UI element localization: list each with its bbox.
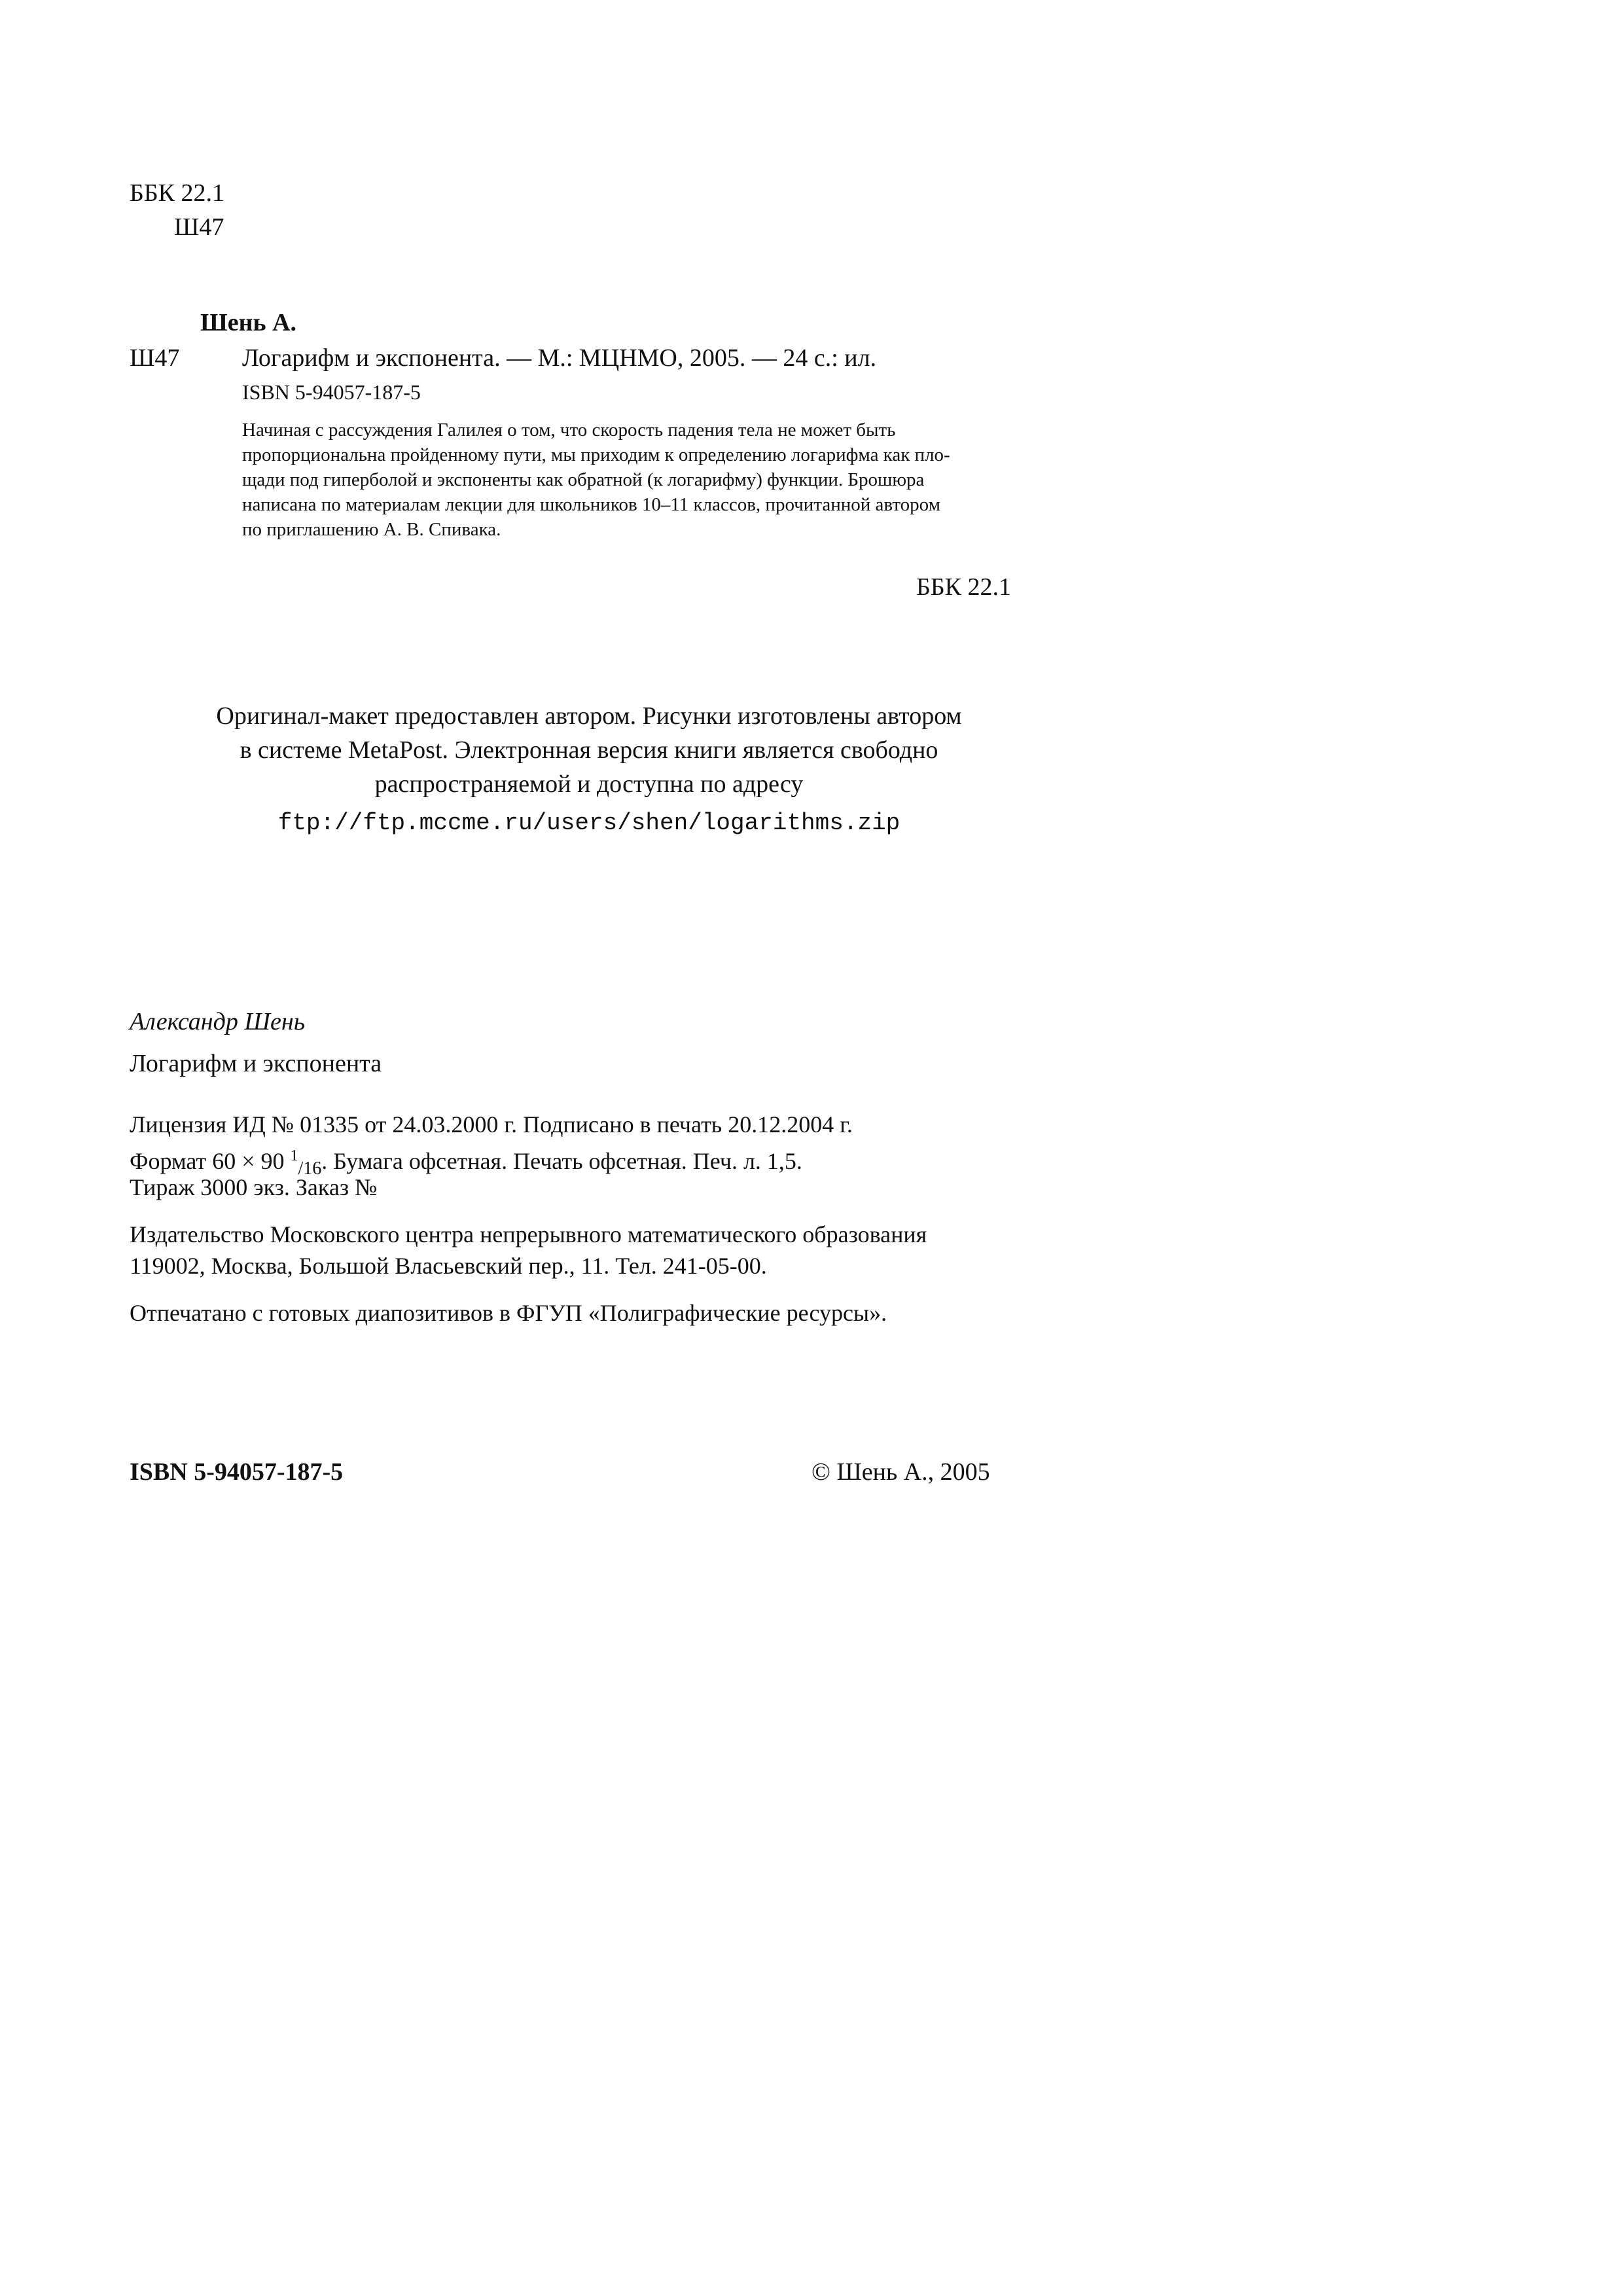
layout-notice — [131, 699, 1047, 840]
footer-isbn: ISBN 5-94057-187-5 — [130, 1458, 344, 1486]
copyright-notice: © Шень А., 2005 — [812, 1458, 990, 1486]
format-suffix: . Бумага офсетная. Печать офсетная. Печ. л. 1,5. — [321, 1148, 802, 1174]
download-url[interactable]: ftp://ftp.mccme.ru/users/shen/logarithms.zip — [277, 810, 901, 836]
notice-line: Оригинал-макет предоставлен автором. Рисунки изготовлены автором — [216, 702, 962, 730]
catalog-title-line: Логарифм и экспонента. — М.: МЦНМО, 2005. — 24 с.: ил. — [242, 344, 877, 372]
format-fraction-numerator: 1 — [290, 1147, 298, 1164]
abstract-line: по приглашению А. В. Спивака. — [242, 519, 501, 540]
printed-at-line: Отпечатано с готовых диапозитивов в ФГУП «Полиграфические ресурсы». — [130, 1300, 887, 1326]
license-line: Лицензия ИД № 01335 от 24.03.2000 г. Подписано в печать 20.12.2004 г. — [130, 1111, 853, 1138]
abstract-line: Начиная с рассуждения Галилея о том, что скорость падения тела не может быть — [242, 420, 896, 440]
print-run-line: Тираж 3000 экз. Заказ № — [130, 1174, 378, 1200]
format-fraction-denominator: /16 — [298, 1158, 322, 1179]
publisher-address: 119002, Москва, Большой Власьевский пер., 11. Тел. 241-05-00. — [130, 1253, 767, 1279]
catalog-author-mark: Ш47 — [130, 344, 180, 372]
abstract-line: пропорциональна пройденному пути, мы приходим к определению логарифма как пло- — [242, 444, 950, 465]
format-prefix: Формат 60 × 90 — [130, 1148, 291, 1174]
catalog-isbn: ISBN 5-94057-187-5 — [242, 380, 421, 404]
author-mark-top: Ш47 — [174, 213, 224, 241]
imprint-title: Логарифм и экспонента — [130, 1050, 382, 1077]
catalog-author: Шень А. — [200, 309, 297, 336]
catalog-abstract — [242, 418, 1021, 542]
abstract-line: щади под гиперболой и экспоненты как обратной (к логарифму) функции. Брошюра — [242, 469, 925, 490]
notice-line: распространяемой и доступна по адресу — [374, 770, 804, 798]
imprint-author: Александр Шень — [130, 1008, 306, 1035]
bbk-code-top: ББК 22.1 — [130, 179, 224, 207]
publisher-line: Издательство Московского центра непрерывного математического образования — [130, 1221, 927, 1247]
bbk-code-bottom: ББК 22.1 — [916, 573, 1011, 601]
notice-line: в системе MetaPost. Электронная версия книги является свободно — [240, 736, 938, 764]
abstract-line: написана по материалам лекции для школьников 10–11 классов, прочитанной автором — [242, 494, 940, 515]
